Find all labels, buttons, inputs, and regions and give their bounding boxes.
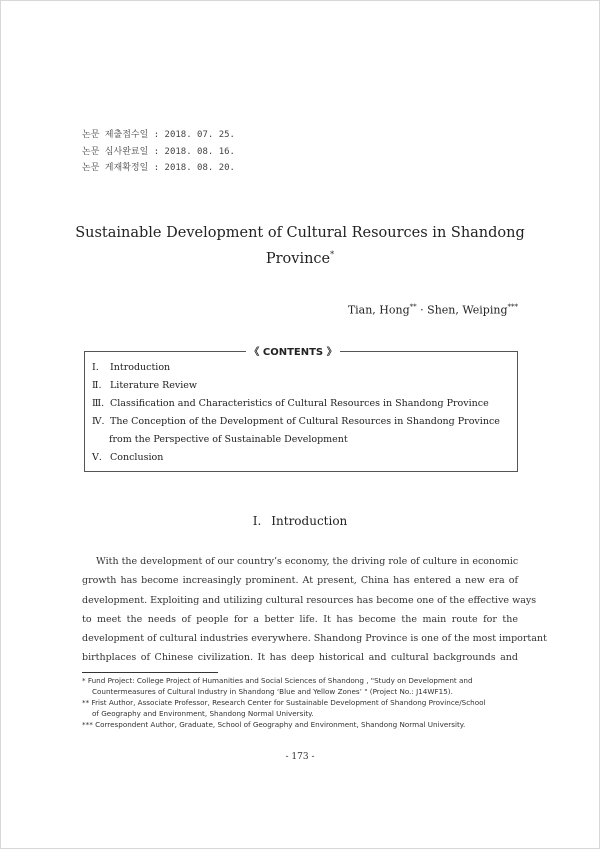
footnote-divider xyxy=(82,672,218,673)
toc-item-number: Ⅴ. xyxy=(92,452,102,463)
body-line: development. Exploiting and utilizing cultural resources has become one of the effective ways xyxy=(82,594,537,606)
toc-item xyxy=(92,359,507,377)
author-1-mark: ** xyxy=(409,303,417,311)
body-line: growth has become increasingly prominent. At present, China has entered a new era of xyxy=(82,575,518,587)
body-line: birthplaces of Chinese civilization. It has deep historical and cultural backgrounds and xyxy=(82,652,518,664)
toc-item xyxy=(92,449,507,467)
toc-item xyxy=(92,377,507,395)
toc-item xyxy=(92,395,507,413)
title-line-2 xyxy=(60,244,540,270)
table-of-contents xyxy=(92,359,507,467)
page-number: - 173 - xyxy=(285,752,315,762)
footnote: * Fund Project: College Project of Humanities and Social Sciences of Shandong , "Study on Development and xyxy=(82,676,473,685)
date-reviewed: 논문 심사완료일 : 2018. 08. 16. xyxy=(82,146,235,157)
toc-item-text: Literature Review xyxy=(110,380,198,391)
footnote: ** Frist Author, Associate Professor, Research Center for Sustainable Development of Shandong Province/School xyxy=(82,698,486,707)
toc-item-text: The Conception of the Development of Cultural Resources in Shandong Province xyxy=(110,416,500,427)
date-submitted: 논문 제출접수일 : 2018. 07. 25. xyxy=(82,130,235,140)
paper-title xyxy=(60,222,540,270)
author-2: Shen, Weiping xyxy=(427,303,508,317)
body-line: development of cultural industries everywhere. Shandong Province is one of the most important xyxy=(82,633,547,645)
author-2-mark: *** xyxy=(507,303,518,311)
author-1: Tian, Hong xyxy=(347,303,410,317)
footnotes xyxy=(82,675,522,730)
submission-dates xyxy=(82,127,235,177)
toc-item-text: Conclusion xyxy=(110,452,164,463)
date-accepted: 논문 게재확정일 : 2018. 08. 20. xyxy=(82,163,235,173)
toc-item-text: Classification and Characteristics of Cultural Resources in Shandong Province xyxy=(110,398,489,409)
footnote: *** Correspondent Author, Graduate, School of Geography and Environment, Shandong Normal University. xyxy=(82,720,466,729)
title-line-1: Sustainable Development of Cultural Resources in Shandong xyxy=(75,225,525,241)
toc-item-number: Ⅳ. xyxy=(92,416,105,427)
toc-item xyxy=(92,413,507,431)
section-heading xyxy=(0,514,600,528)
body-paragraph xyxy=(82,552,547,668)
body-line: With the development of our country’s economy, the driving role of culture in economic xyxy=(96,556,519,567)
body-line: to meet the needs of people for a better life. It has become the main route for the xyxy=(82,613,518,625)
toc-item-number: Ⅲ. xyxy=(92,398,105,409)
section-number: Ⅰ. xyxy=(252,514,262,528)
footnote-continuation: of Geography and Environment, Shandong Normal University. xyxy=(92,709,314,718)
title-footnote-mark: * xyxy=(330,250,335,259)
toc-item-text: Introduction xyxy=(110,362,171,373)
toc-item-continuation: from the Perspective of Sustainable Development xyxy=(109,434,348,445)
authors xyxy=(348,303,518,317)
title-line-2-text: Province xyxy=(265,250,331,267)
toc-item-number: Ⅱ. xyxy=(92,380,102,391)
contents-heading: 《 CONTENTS 》 xyxy=(246,343,340,358)
toc-item-number: Ⅰ. xyxy=(92,362,99,373)
author-separator: · xyxy=(420,303,424,317)
footnote-continuation: Countermeasures of Cultural Industry in Shandong ‘Blue and Yellow Zones’ " (Project No.: J14WF15). xyxy=(92,687,453,696)
section-title: Introduction xyxy=(271,514,348,528)
